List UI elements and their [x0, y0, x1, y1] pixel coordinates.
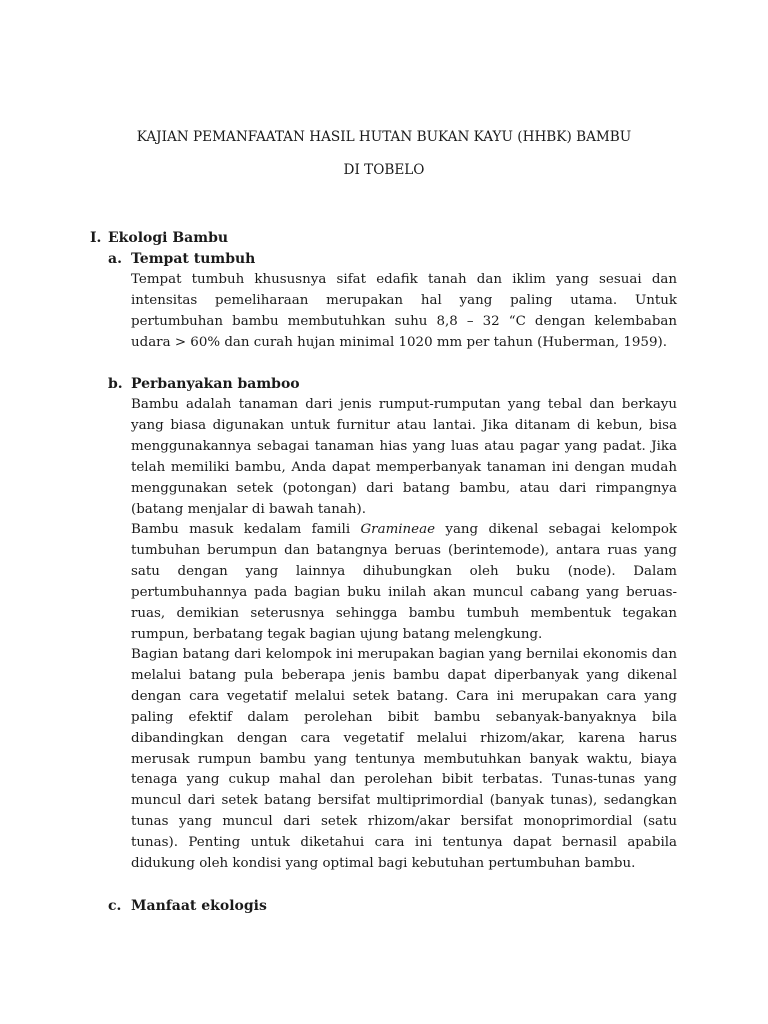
subheading-perbanyakan	[108, 376, 300, 392]
subheading-title: Manfaat ekologis	[131, 898, 267, 914]
subheading-tempat-tumbuh	[108, 251, 255, 267]
subheading-title: Tempat tumbuh	[131, 251, 256, 267]
section-heading-ekologi	[90, 230, 228, 246]
paragraph-perbanyakan-1: Bambu adalah tanaman dari jenis rumput-rumputan yang tebal dan berkayu yang biasa digunakan untuk furnitur atau lantai. Jika ditanam di kebun, bisa menggunakannya sebagai tanaman hias yang luas atau pagar yang padat. Jika telah memiliki bambu, Anda dapat memperbanyak tanaman ini dengan mudah menggunakan setek (potongan) dari batang bambu, atau dari rimpangnya (batang menjalar di bawah tanah).	[131, 397, 677, 517]
subheading-title: Perbanyakan bamboo	[131, 376, 300, 392]
section-number: I.	[90, 230, 102, 246]
subheading-manfaat-ekologis	[108, 898, 267, 914]
subheading-letter: b.	[108, 376, 123, 392]
document-title-line2: DI TOBELO	[343, 162, 425, 178]
family-name-italic: Gramineae	[360, 522, 436, 537]
paragraph-text: Bambu masuk kedalam famili	[131, 522, 361, 537]
paragraph-text: yang dikenal sebagai kelompok tumbuhan berumpun dan batangnya beruas (berintemode), antara ruas yang satu dengan yang lainnya dihubungkan oleh buku (node). Dalam pertumbuhannya pada bagian buku inilah akan muncul cabang yang beruas-ruas, demikian seterusnya sehingga bambu tumbuh membentuk tegakan rumpun, berbatang tegak bagian ujung batang melengkung.	[131, 522, 677, 642]
paragraph-tempat-tumbuh: Tempat tumbuh khususnya sifat edafik tanah dan iklim yang sesuai dan intensitas pemeliharaan merupakan hal yang paling utama. Untuk pertumbuhan bambu membutuhkan suhu 8,8 – 32 “C dengan kelembaban udara > 60% dan curah hujan minimal 1020 mm per tahun (Huberman, 1959).	[131, 272, 677, 350]
paragraph-perbanyakan-2	[131, 520, 677, 645]
paragraph-perbanyakan-3: Bagian batang dari kelompok ini merupakan bagian yang bernilai ekonomis dan melalui batang pula beberapa jenis bambu dapat diperbanyak yang dikenal dengan cara vegetatif melalui setek batang. Cara ini merupakan cara yang paling efektif dalam perolehan bibit bambu sebanyak-banyaknya bila dibandingkan dengan cara vegetatif melalui rhizom/akar, karena harus merusak rumpun bambu yang tentunya membutuhkan banyak waktu, biaya tenaga yang cukup mahal dan perolehan bibit terbatas. Tunas-tunas yang muncul dari setek batang bersifat multiprimordial (banyak tunas), sedangkan tunas yang muncul dari setek rhizom/akar bersifat monoprimordial (satu tunas). Penting untuk diketahui cara ini tentunya dapat bernasil apabila didukung oleh kondisi yang optimal bagi kebutuhan pertumbuhan bambu.	[131, 647, 677, 872]
section-title: Ekologi Bambu	[108, 230, 229, 246]
document-title-line1: KAJIAN PEMANFAATAN HASIL HUTAN BUKAN KAYU (HHBK) BAMBU	[136, 129, 632, 145]
subheading-letter: a.	[108, 251, 122, 267]
subheading-letter: c.	[108, 898, 122, 914]
